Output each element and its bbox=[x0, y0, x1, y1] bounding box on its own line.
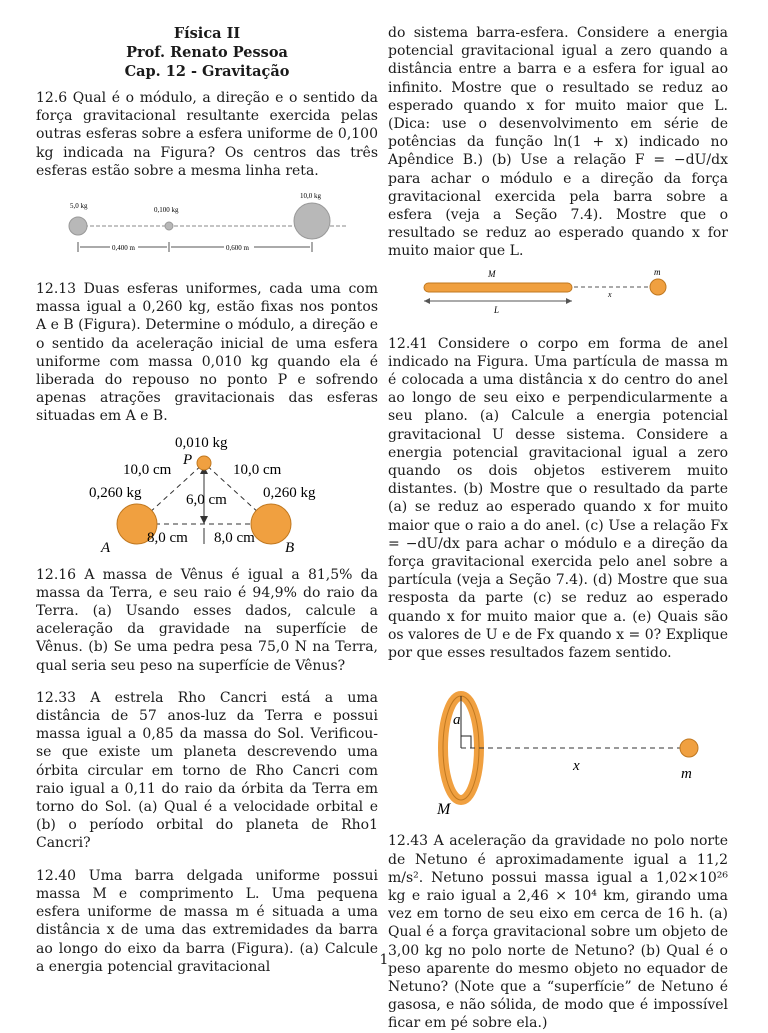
label-p: P bbox=[183, 451, 193, 468]
label-axis-distance: x bbox=[573, 758, 580, 775]
label-base-left: 8,0 cm bbox=[147, 529, 188, 546]
label-m3: 10,0 kg bbox=[300, 192, 321, 201]
label-mp: 0,010 kg bbox=[175, 434, 228, 451]
label-b: B bbox=[285, 539, 295, 552]
problem-12-43: 12.43 A aceleração da gravidade no polo norte de Netuno é aproximadamente igual a 11,2 m/s². Netuno possui massa igual a 1,02×10²⁶ kg e raio igual a 2,46 × 10⁴ km, girando uma vez em torno de seu eixo em cerca de 16 h. (a) Qual é a força gravitacional sobre um objeto de 3,00 kg no polo norte de Netuno? (b) Qual é o peso aparente do mesmo objeto no equador de Netuno? (Note que a “superfície” de Netuno é gasosa, e não sólida, de modo que é impossível ficar em pé sobre ela.) bbox=[388, 833, 728, 1032]
problem-12-40-part2: do sistema barra-esfera. Considere a energia potencial gravitacional igual a zero quando a distância entre a barra e a esfera for igual ao infinito. Mostre que o resultado se reduz ao esperado quando x for muito maior que L. (Dica: use o desenvolvimento em série de potências da função ln(1 + x) indicado no Apêndice B.) (b) Use a relação F = −dU/dx para achar o módulo e a direção da força gravitacional exercida pela barra sobre a esfera (veja a Seção 7.4). Mostre que o resultado se reduz ao esperado quando x for muito maior que L. bbox=[388, 25, 728, 260]
label-rod-mass: M bbox=[488, 268, 496, 279]
label-sphere-mass: m bbox=[654, 266, 661, 277]
label-h: 6,0 cm bbox=[186, 491, 227, 508]
label-m1: 5,0 kg bbox=[70, 202, 88, 211]
label-ring-radius: a bbox=[453, 712, 461, 729]
problem-12-6: 12.6 Qual é o módulo, a direção e o sentido da força gravitacional resultante exercida pelas outras esferas sobre a esfera uniforme de 0,100 kg indicada na Figura? Os centros das três esferas estão sobre a mesma linha reta. bbox=[36, 90, 378, 179]
figure-rod-sphere bbox=[418, 267, 698, 317]
left-column bbox=[36, 24, 378, 976]
sphere-m bbox=[650, 279, 666, 295]
figure-three-spheres bbox=[56, 190, 356, 260]
problem-12-33: 12.33 A estrela Rho Cancri está a uma distância de 57 anos-luz da Terra e possui massa igual a 0,85 da massa do Sol. Verificou-se que existe um planeta descrevendo uma órbita circular em torno de Rho Cancri com raio igual a 0,11 do raio da órbita da Terra em torno do Sol. (a) Qual é a velocidade orbital e (b) o período orbital do planeta de Rho1 Cancri? bbox=[36, 689, 378, 852]
label-a: A bbox=[101, 539, 111, 552]
label-ma: 0,260 kg bbox=[89, 484, 142, 501]
document-header bbox=[36, 24, 378, 81]
label-d1: 0,400 m bbox=[112, 244, 135, 253]
label-right-hyp: 10,0 cm bbox=[233, 461, 282, 478]
sphere-10kg bbox=[294, 203, 330, 239]
sphere-p bbox=[197, 456, 211, 470]
chapter-title: Cap. 12 - Gravitação bbox=[124, 63, 290, 80]
figure-ring-particle bbox=[413, 678, 703, 818]
label-left-hyp: 10,0 cm bbox=[123, 461, 172, 478]
label-ring-mass: M bbox=[437, 801, 451, 819]
label-d2: 0,600 m bbox=[226, 244, 249, 253]
problem-12-16: 12.16 A massa de Vênus é igual a 81,5% da massa da Terra, e seu raio é 94,9% do raio da Terra. (a) Usando esses dados, calcule a aceleração da gravidade na superfície de Vênus. (b) Se uma pedra pesa 75,0 N na Terra, qual seria seu peso na superfície de Vênus? bbox=[36, 566, 378, 674]
page-number: 1 bbox=[379, 952, 389, 968]
problem-12-41: 12.41 Considere o corpo em forma de anel indicado na Figura. Uma partícula de massa m é colocada a uma distância x do centro do anel ao longo de seu eixo e perpendicularmente a seu plano. (a) Calcule a energia potencial gravitacional U desse sistema. Considere a energia potencial gravitacional igual a zero quando os dois objetos estiverem muito distantes. (b) Mostre que o resultado da parte (a) se reduz ao esperado quando x for muito maior que o raio a do anel. (c) Use a relação Fx = −dU/dx para achar o módulo e a direção da força gravitacional exercida pelo anel sobre a partícula (veja a Seção 7.4). (d) Mostre que sua resposta da parte (c) se reduz ao esperado quando x for muito maior que a. (e) Quais são os valores de U e de Fx quando x = 0? Explique por que esses resultados fazem sentido. bbox=[388, 335, 728, 662]
label-length: L bbox=[494, 304, 500, 315]
rod bbox=[424, 283, 572, 292]
sphere-0100kg bbox=[165, 222, 173, 230]
course-title: Física II bbox=[173, 25, 241, 42]
sphere-b bbox=[251, 504, 291, 544]
label-mb: 0,260 kg bbox=[263, 484, 316, 501]
label-particle-mass: m bbox=[681, 766, 692, 783]
particle-m bbox=[680, 739, 698, 757]
problem-12-40-part1: 12.40 Uma barra delgada uniforme possui massa M e comprimento L. Uma pequena esfera uniforme de massa m é situada a uma distância x de uma das extremidades da barra ao longo do eixo da barra (Figura). (a) Calcule a energia potencial gravitacional bbox=[36, 867, 378, 975]
right-column bbox=[388, 24, 728, 1033]
figure-triangle-spheres bbox=[87, 432, 327, 552]
label-m2: 0,100 kg bbox=[154, 206, 179, 215]
label-distance: x bbox=[608, 289, 612, 299]
label-base-right: 8,0 cm bbox=[214, 529, 255, 546]
problem-12-13: 12.13 Duas esferas uniformes, cada uma com massa igual a 0,260 kg, estão fixas nos pontos A e B (Figura). Determine o módulo, a direção e o sentido da aceleração inicial de uma esfera uniforme com massa 0,010 kg quando ela é liberada do repouso no ponto P e sofrendo apenas atrações gravitacionais das esferas situadas em A e B. bbox=[36, 281, 378, 425]
sphere-5kg bbox=[69, 217, 87, 235]
professor-name: Prof. Renato Pessoa bbox=[126, 44, 288, 61]
